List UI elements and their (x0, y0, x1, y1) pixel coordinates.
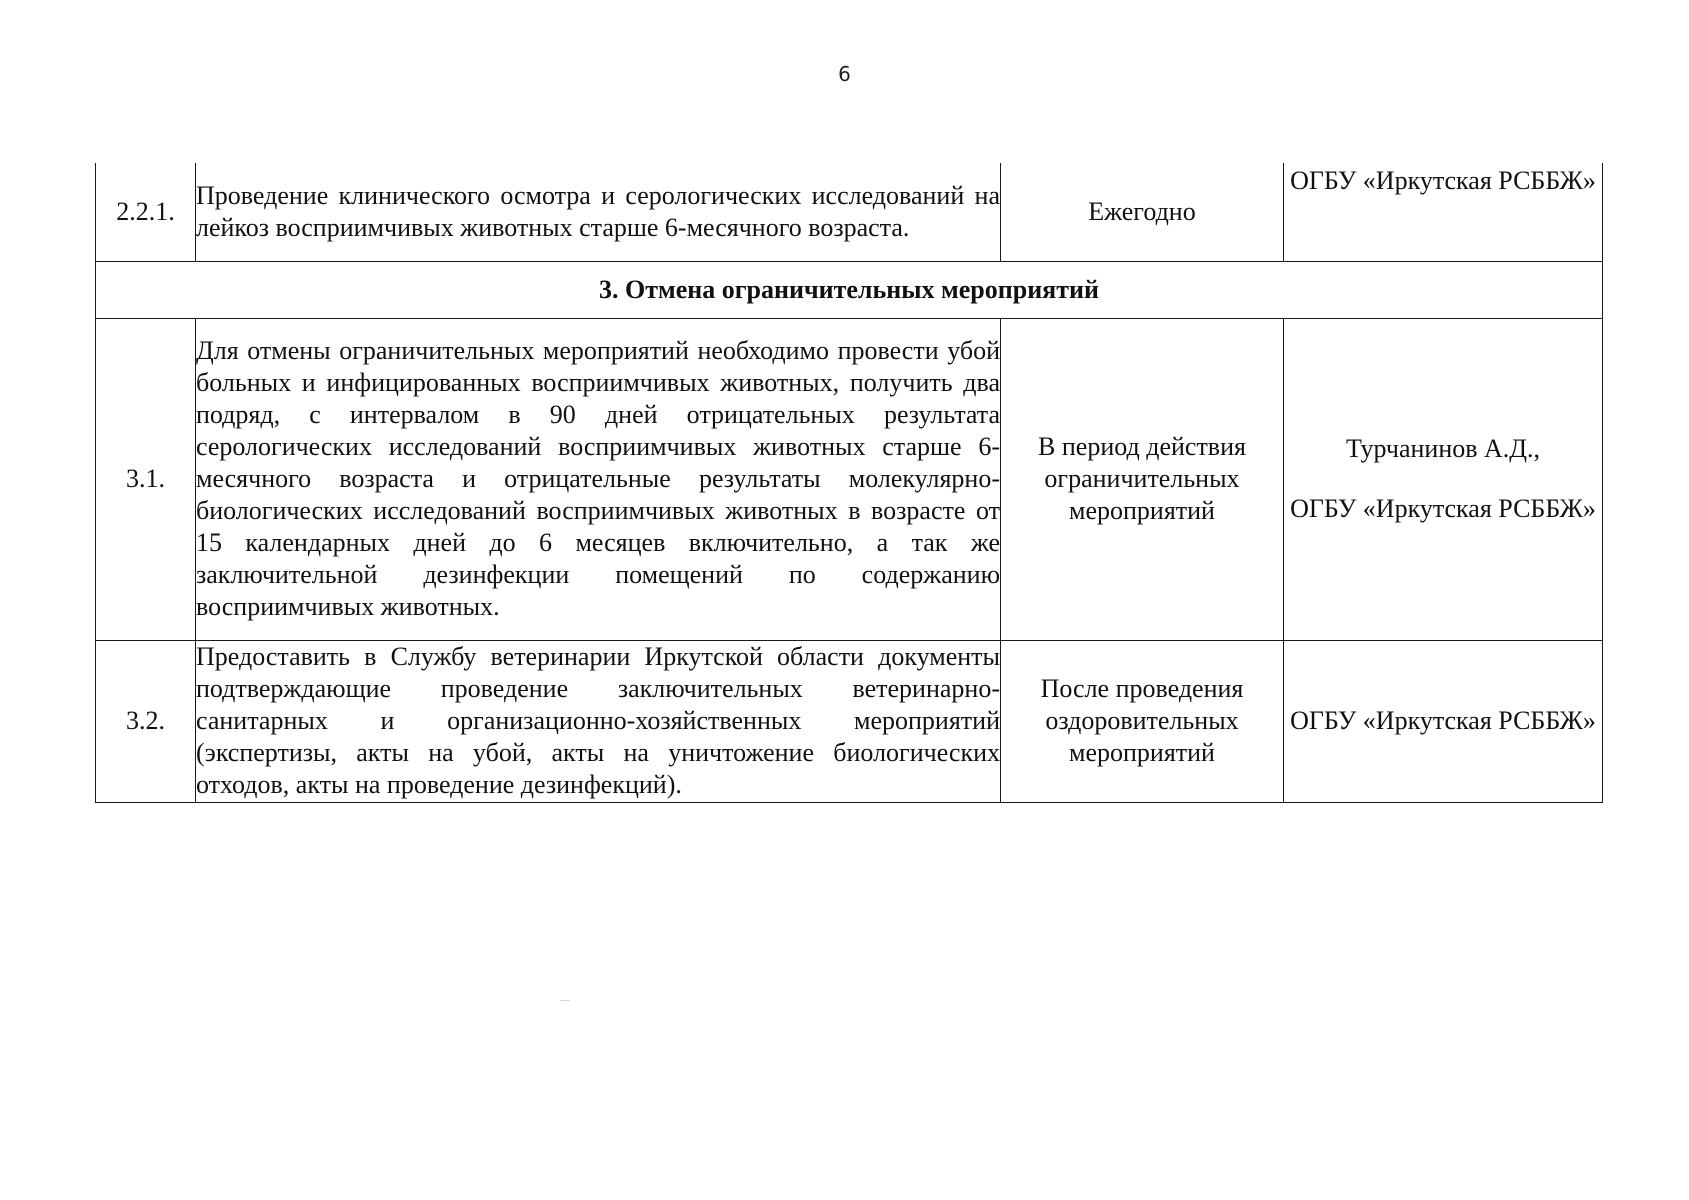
table-row (96, 318, 1603, 640)
table-row (96, 163, 1603, 261)
responsible-text: ОГБУ «Иркутская РСББЖ» (1290, 706, 1596, 735)
term-text: Ежегодно (1001, 163, 1284, 261)
section-title: 3. Отмена ограничительных мероприятий (96, 261, 1603, 318)
page-number: 6 (838, 62, 851, 86)
responsible-cell (1284, 163, 1603, 261)
responsible-cell (1284, 640, 1603, 802)
action-text: Предоставить в Службу ветеринарии Иркутской области документы подтверждающие проведение заключительных ветеринарно-санитарных и организационно-хозяйственных мероприятий (экспертизы, акты на убой, акты на уничтожение биологических отходов, акты на проведение дезинфекций). (196, 640, 1001, 802)
responsible-cell (1284, 318, 1603, 640)
responsible-text: ОГБУ «Иркутская РСББЖ» (1290, 166, 1596, 195)
action-text: Проведение клинического осмотра и серологических исследований на лейкоз восприимчивых животных старше 6-месячного возраста. (196, 163, 1001, 261)
item-number: 3.1. (96, 318, 196, 640)
term-text: После проведения оздоровительных мероприятий (1001, 640, 1284, 802)
responsible-text: ОГБУ «Иркутская РСББЖ» (1290, 494, 1596, 523)
item-number: 3.2. (96, 640, 196, 802)
table-row (96, 640, 1603, 802)
section-header-row (96, 261, 1603, 318)
item-number: 2.2.1. (96, 163, 196, 261)
scan-artifact (560, 1000, 570, 1001)
term-text: В период действия ограничительных мероприятий (1001, 318, 1284, 640)
responsible-person: Турчанинов А.Д., (1345, 434, 1541, 463)
action-text: Для отмены ограничительных мероприятий необходимо провести убой больных и инфицированных восприимчивых животных, получить два подряд, с интервалом в 90 дней отрицательных результата серологических исследований восприимчивых животных старше 6-месячного возраста и отрицательные результаты молекулярно-биологических исследований восприимчивых животных в возрасте от 15 календарных дней до 6 месяцев включительно, а так же заключительной дезинфекции помещений по содержанию восприимчивых животных. (196, 318, 1001, 640)
measures-table (95, 163, 1603, 803)
